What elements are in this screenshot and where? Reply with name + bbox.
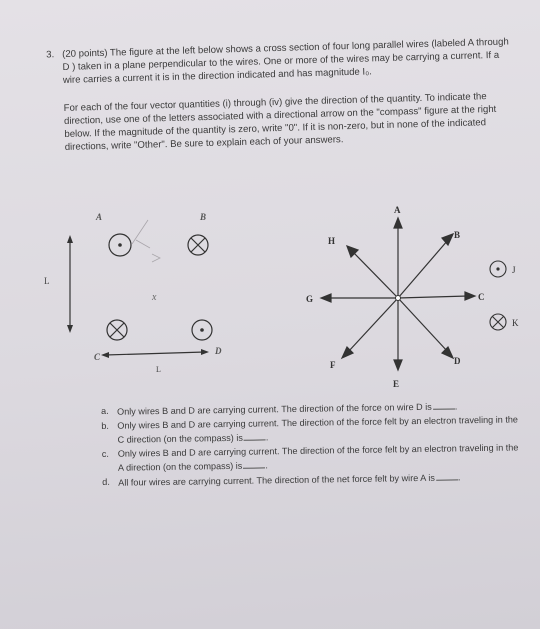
compass-label-j: J	[512, 265, 516, 275]
compass-arrowhead-e-icon	[394, 360, 402, 370]
compass-arrow-h	[353, 252, 398, 298]
wire-b-label: B	[200, 212, 207, 222]
answer-blank[interactable]	[244, 430, 266, 440]
question-letter: b.	[101, 421, 110, 432]
answer-blank[interactable]	[433, 399, 455, 409]
question-text: Only wires B and D are carrying current. The direction of the force felt by an electron traveling in the A direction (on the compass) is	[117, 442, 519, 473]
problem-instructions: For each of the four vector quantities (i) through (iv) give the direction of the quantity. To indicate the direction, use one of the letters associated with a directional arrow on the "compass" figure at the right below. If the magnitude of the quantity is zero, write "0". If it is non-zero, but in none of the indicated directions, write "Other". Be sure to explain each of your answers.	[63, 90, 497, 154]
compass-arrowhead-b-icon	[442, 234, 453, 245]
compass-figure	[290, 200, 535, 395]
compass-label-c: C	[478, 292, 485, 302]
question-text: Only wires B and D are carrying current. The direction of the force felt by an electron traveling in the C direction (on the compass) is	[117, 414, 519, 445]
compass-arrow-f	[348, 298, 398, 352]
compass-label-k: K	[512, 318, 519, 328]
compass-label-g: G	[306, 294, 314, 304]
problem-intro: (20 points) The figure at the left below shows a cross section of four long parallel wires (labeled A through D ) taken in a plane perpendicular to the wires. One or more of the wires may be carrying a current. If a wire carries a current it is in the direction indicated and has magnitude I₀.	[62, 36, 509, 87]
compass-label-e: E	[393, 379, 400, 389]
wire-a-dot	[118, 243, 122, 247]
wire-c-cross	[110, 323, 124, 337]
compass-label-b: B	[454, 230, 461, 240]
question-c: c. Only wires B and D are carrying current. The direction of the force felt by an electron traveling in the A direction (on the compass) is .	[101, 442, 519, 473]
side-arrow-up-icon	[67, 235, 73, 243]
wire-b-cross	[191, 238, 205, 252]
compass-center	[396, 296, 401, 301]
problem-number: 3.	[46, 49, 55, 61]
question-text: Only wires B and D are carrying current. The direction of the force on wire D is	[117, 401, 432, 417]
compass-arrowhead-g-icon	[321, 294, 331, 302]
compass-arrow-b	[398, 240, 448, 298]
question-list	[101, 398, 522, 491]
wire-d-dot	[200, 328, 204, 332]
compass-label-h: H	[328, 236, 336, 246]
question-d: d. All four wires are carrying current. The direction of the net force felt by wire A is .	[102, 472, 461, 488]
problem-3	[46, 35, 515, 154]
compass-label-d: D	[454, 356, 461, 366]
into-page-cross	[493, 317, 504, 328]
center-mark: x	[152, 292, 157, 303]
out-of-page-dot	[496, 267, 499, 270]
wire-c-label: C	[94, 352, 101, 362]
compass-arrow-d	[398, 298, 448, 352]
side-arrow-down-icon	[67, 325, 73, 333]
answer-blank[interactable]	[243, 458, 265, 468]
compass-arrowhead-d-icon	[442, 347, 453, 358]
bottom-arrow-right-icon	[201, 349, 209, 355]
question-b: b. Only wires B and D are carrying current. The direction of the force felt by an electron traveling in the C direction (on the compass) is .	[101, 414, 519, 445]
compass-arrow-c	[398, 296, 468, 298]
bottom-arrow-left-icon	[101, 352, 109, 358]
compass-arrowhead-c-icon	[465, 292, 475, 300]
compass-label-a: A	[394, 205, 401, 215]
compass-arrowhead-a-icon	[394, 218, 402, 228]
side-length-label: L	[44, 276, 50, 286]
wire-d-label: D	[215, 346, 222, 356]
wire-cross-section-figure	[40, 200, 250, 385]
compass-label-f: F	[330, 360, 336, 370]
pencil-arrow-icon	[152, 254, 160, 262]
answer-blank[interactable]	[436, 470, 458, 480]
question-text: All four wires are carrying current. The direction of the net force felt by wire A is	[118, 472, 436, 488]
wire-a-label: A	[96, 212, 103, 222]
question-letter: c.	[101, 449, 109, 460]
question-letter: a.	[101, 405, 109, 416]
bottom-length-label: L	[156, 365, 161, 374]
pencil-marks	[132, 220, 150, 248]
question-a: a. Only wires B and D are carrying current. The direction of the force on wire D is .	[101, 401, 458, 417]
question-letter: d.	[102, 476, 110, 488]
bottom-dimension-line	[105, 352, 205, 355]
